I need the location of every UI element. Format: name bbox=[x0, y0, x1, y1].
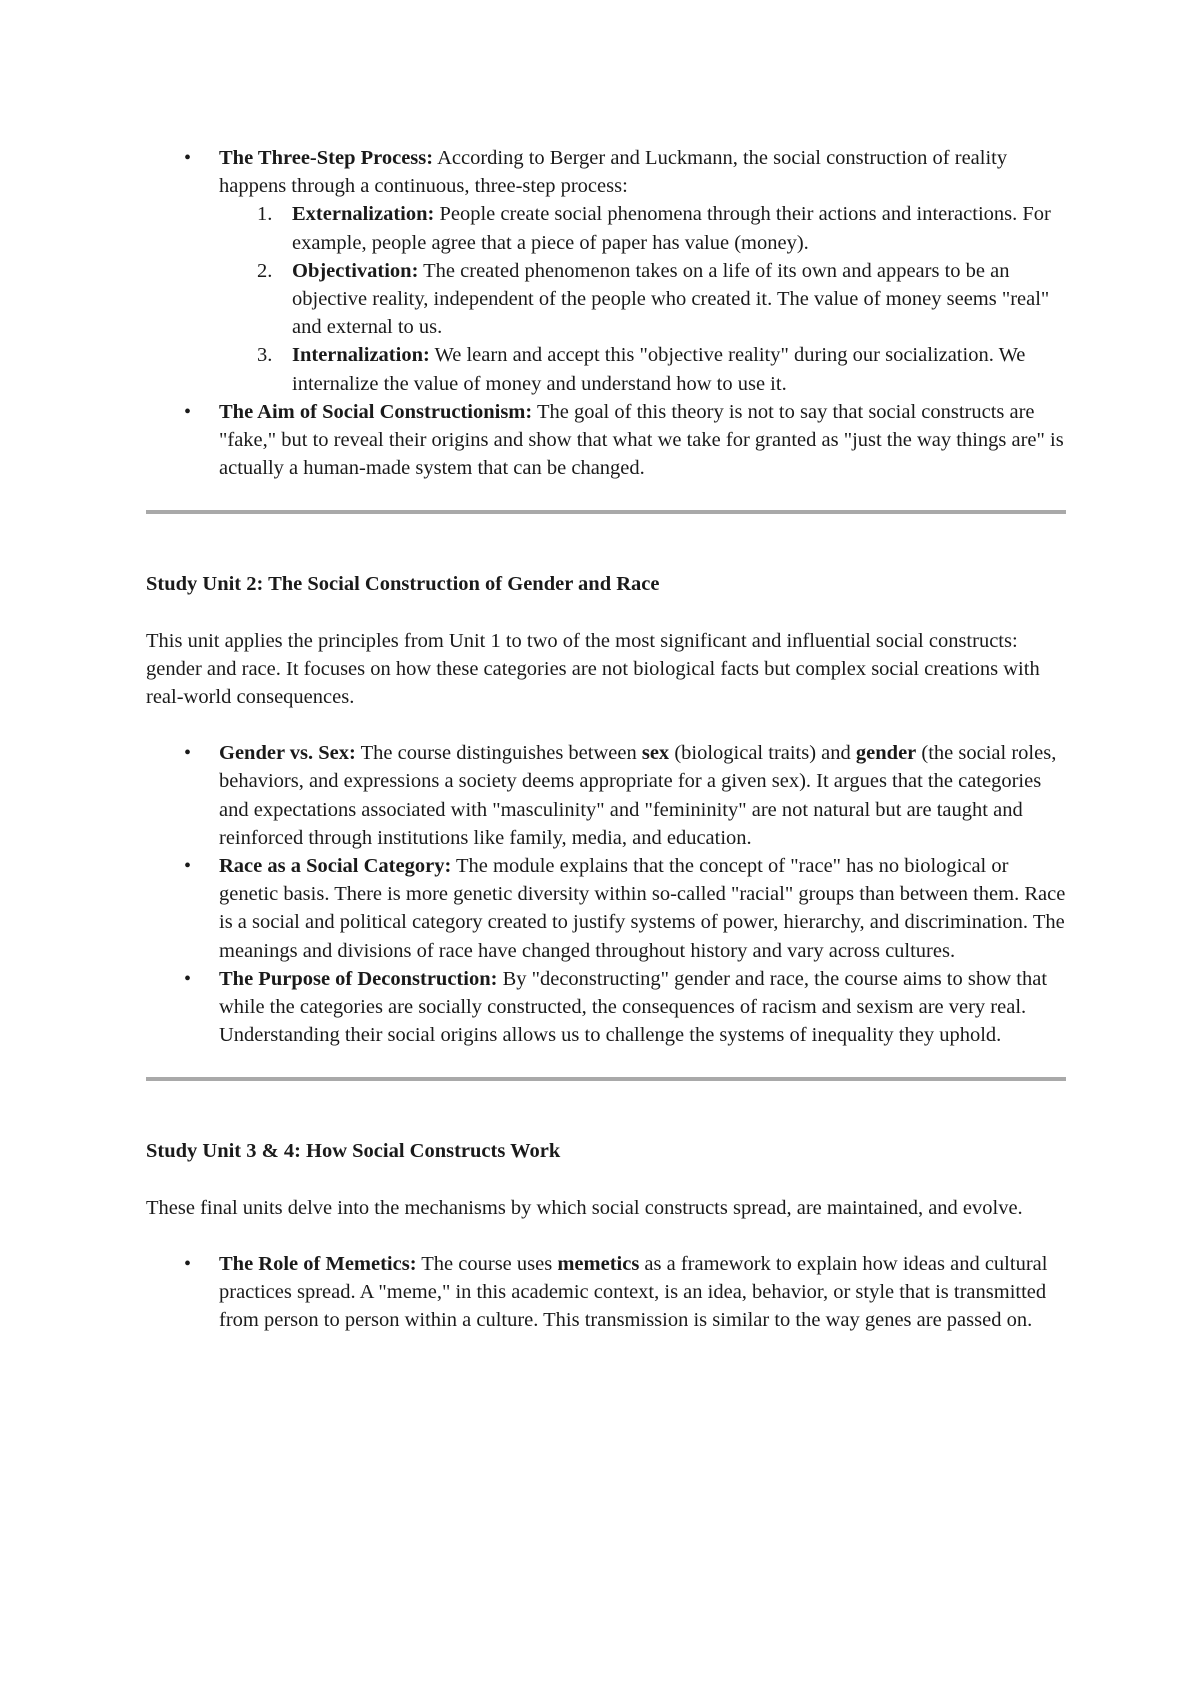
bullet-text: The module explains that the concept of "race" has no biological or genetic basis. There is more genetic diversity within so-called "racial" groups than between them. Race is a social and political category created to justify systems of power, hierarchy, and discrimination. The meanings and divisions of race have changed throughout history and vary across cultures. bbox=[219, 855, 1066, 962]
bullet-text: By "deconstructing" gender and race, the course aims to show that while the categories are socially constructed, the consequences of racism and sexism are very real. Understanding their social origins allows us to challenge the systems of inequality they uphold. bbox=[219, 967, 1048, 1047]
step-objectivation bbox=[219, 257, 1066, 342]
bullet-three-step-process bbox=[146, 144, 1066, 398]
step-externalization bbox=[219, 200, 1066, 256]
bullet-aim-of-social-constructionism bbox=[146, 398, 1066, 483]
unit34-heading: Study Unit 3 & 4: How Social Constructs Work bbox=[146, 1140, 561, 1163]
unit2-intro: This unit applies the principles from Unit 1 to two of the most significant and influential social constructs: gender and race. It focuses on how these categories are not biological facts but complex social creations with real-world consequences. bbox=[146, 629, 1040, 709]
unit34-bullet-list bbox=[146, 1250, 1066, 1335]
bullet-term: The Purpose of Deconstruction: bbox=[219, 967, 498, 990]
bullet-gender-vs-sex bbox=[146, 739, 1066, 852]
step-text: We learn and accept this "objective reality" during our socialization. We internalize the value of money and understand how to use it. bbox=[292, 344, 1026, 395]
document-body bbox=[146, 144, 1066, 1335]
bullet-term: The Role of Memetics: bbox=[219, 1252, 417, 1275]
bullet-term: The Aim of Social Constructionism: bbox=[219, 400, 533, 423]
bullet-text: as a framework to explain how ideas and cultural practices spread. A "meme," in this academic context, is an idea, behavior, or style that is transmitted from person to person within a culture. This transmission is similar to the way genes are passed on. bbox=[219, 1252, 1048, 1332]
bold-term-gender: gender bbox=[855, 742, 917, 765]
steps-list bbox=[219, 200, 1066, 397]
step-text: People create social phenomena through their actions and interactions. For example, people agree that a piece of paper has value (money). bbox=[292, 203, 1051, 254]
bullet-purpose-of-deconstruction bbox=[146, 965, 1066, 1050]
bullet-role-of-memetics bbox=[146, 1250, 1066, 1335]
bullet-text: (the social roles, behaviors, and expressions a society deems appropriate for a given sex). It argues that the categories and expectations associated with "masculinity" and "femininity" are not natural but are taught and reinforced through institutions like family, media, and education. bbox=[219, 742, 1057, 849]
bullet-text: The goal of this theory is not to say that social constructs are "fake," but to reveal their origins and show that what we take for granted as "just the way things are" is actually a human-made system that can be changed. bbox=[219, 400, 1064, 480]
step-number: 1. bbox=[257, 203, 273, 226]
bullet-text: (biological traits) and bbox=[669, 742, 856, 765]
bullet-term: The Three-Step Process: bbox=[219, 147, 434, 169]
bullet-text: According to Berger and Luckmann, the social construction of reality happens through a continuous, three-step process: bbox=[219, 147, 1008, 198]
bullet-text: The course distinguishes between bbox=[355, 742, 642, 765]
step-term: Externalization: bbox=[292, 203, 435, 226]
step-term: Objectivation: bbox=[292, 259, 419, 282]
bold-term-sex: sex bbox=[641, 742, 670, 765]
unit2-heading: Study Unit 2: The Social Construction of Gender and Race bbox=[146, 573, 660, 596]
bullet-race-social-category bbox=[146, 852, 1066, 965]
unit34-intro: These final units delve into the mechanisms by which social constructs spread, are maintained, and evolve. bbox=[146, 1196, 1023, 1219]
step-number: 3. bbox=[257, 344, 273, 367]
bullet-text: The course uses bbox=[416, 1252, 558, 1275]
bullet-term: Race as a Social Category: bbox=[219, 855, 452, 878]
section1-bullet-list bbox=[146, 144, 1066, 482]
bold-term-memetics: memetics bbox=[557, 1252, 640, 1275]
bullet-term: Gender vs. Sex: bbox=[219, 742, 356, 765]
step-number: 2. bbox=[257, 259, 273, 282]
step-term: Internalization: bbox=[292, 344, 430, 367]
step-internalization bbox=[219, 341, 1066, 397]
unit2-bullet-list bbox=[146, 739, 1066, 1049]
step-text: The created phenomenon takes on a life of its own and appears to be an objective reality, independent of the people who created it. The value of money seems "real" and external to us. bbox=[292, 259, 1050, 339]
